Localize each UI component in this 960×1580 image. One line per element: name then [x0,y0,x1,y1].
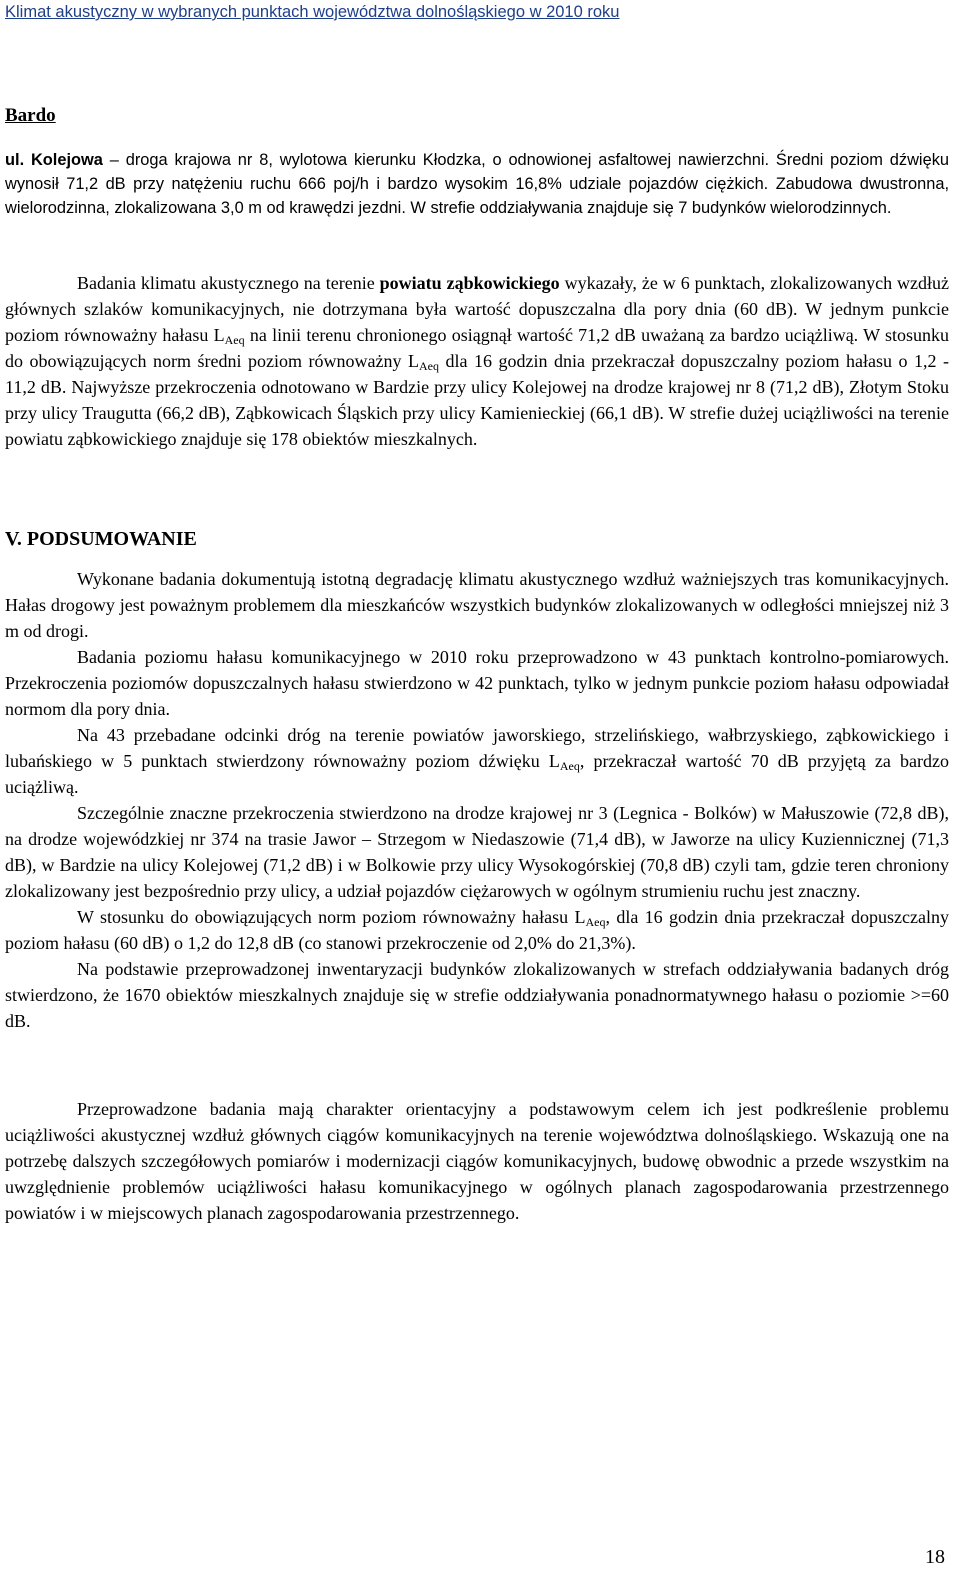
street-description: – droga krajowa nr 8, wylotowa kierunku Kłodzka, o odnowionej asfaltowej nawierzchni. Średni poziom dźwięku wynosił 71,2 dB przy natężeniu ruchu 666 poj/h i bardzo wysokim 16,8% udziale pojazdów ciężkich. Zabudowa dwustronna, wielorodzinna, zlokalizowana 3,0 m od krawędzi jezdni. W strefie oddziaływania znajduje się 7 budynków wielorodzinnych. [5,151,950,217]
street-name: ul. Kolejowa [5,151,103,169]
aeq-subscript: Aeq [559,759,580,773]
running-header: Klimat akustyczny w wybranych punktach województwa dolnośląskiego w 2010 roku [5,3,620,21]
county-name: powiatu ząbkowickiego [379,273,560,293]
summary-paragraph-2: Badania poziomu hałasu komunikacyjnego w 2010 roku przeprowadzono w 43 punktach kontrolno-pomiarowych. Przekroczenia poziomów dopuszczalnych hałasu stwierdzono w 42 punktach, tylko w jednym punkcie poziom hałasu odpowiadał normom dla pory dnia. [5,647,949,719]
aeq-subscript: Aeq [419,359,439,373]
street-entry [5,148,949,220]
aeq-subscript: Aeq [224,333,245,347]
conclusion [5,1096,949,1226]
conclusion-paragraph: Przeprowadzone badania mają charakter orientacyjny a podstawowym celem ich jest podkreślenie problemu uciążliwości akustycznej wzdłuż głównych ciągów komunikacyjnych na terenie województwa dolnośląskiego. Wskazują one na potrzebę dalszych szczegółowych pomiarów i modernizacji ciągów komunikacyjnych, budowę obwodnic a przede wszystkim na uwzględnienie problemów uciążliwości hałasu komunikacyjnego w ogólnych planach zagospodarowania przestrzennego powiatów i w miejscowych planach zagospodarowania przestrzennego. [5,1099,949,1223]
county-summary-paragraph: Badania klimatu akustycznego na terenie powiatu ząbkowickiego wykazały, że w 6 punktach, zlokalizowanych wzdłuż głównych szlaków komunikacyjnych, nie dotrzymana była wartość dopuszczalna dla pory dnia (60 dB). W jednym punkcie poziom równoważny hałasu $L_{Aeq}$ na linii terenu chronionego osiągnął wartość 71,2 dB uważaną za bardzo uciążliwą. W stosunku do obowiązujących norm średni poziom równoważny $L_{Aeq}$ dla 16 godzin dnia przekraczał dopuszczalny poziom hałasu o 1,2 - 11,2 dB. Najwyższe przekroczenia odnotowano w Bardzie przy ulicy Kolejowej na drodze krajowej nr 8 (71,2 dB), Złotym Stoku przy ulicy Traugutta (66,2 dB), Ząbkowicach Śląskich przy ulicy Kamienieckiej (66,1 dB). W strefie dużej uciążliwości na terenie powiatu ząbkowickiego znajduje się 178 obiektów mieszkalnych. [5,273,950,449]
section-title: V. PODSUMOWANIE [5,528,197,550]
summary-paragraph-6: Na podstawie przeprowadzonej inwentaryzacji budynków zlokalizowanych w strefach oddziaływania badanych dróg stwierdzono, że 1670 obiektów mieszkalnych znajduje się w strefie oddziaływania ponadnormatywnego hałasu o poziomie >=60 dB. [5,959,949,1031]
county-summary [5,270,949,452]
page-number: 18 [925,1546,945,1568]
summary-paragraph-1: Wykonane badania dokumentują istotną degradację klimatu akustycznego wzdłuż ważniejszych tras komunikacyjnych. Hałas drogowy jest poważnym problemem dla mieszkańców wszystkich budynków zlokalizowanych w odległości mniejszej niż 3 m od drogi. [5,569,949,641]
town-heading: Bardo [5,105,56,126]
summary-paragraph-5: W stosunku do obowiązujących norm poziom równoważny hałasu $L_{Aeq}$, dla 16 godzin dnia przekraczał dopuszczalny poziom hałasu (60 dB) o 1,2 do 12,8 dB (co stanowi przekroczenie od 2,0% do 21,3%). [5,907,950,953]
summary-paragraph-3: Na 43 przebadane odcinki dróg na terenie powiatów jaworskiego, strzelińskiego, wałbrzyskiego, ząbkowickiego i lubańskiego w 5 punktach stwierdzony równoważny poziom dźwięku $L_{Aeq}$, przekraczał wartość 70 dB przyjętą za bardzo uciążliwą. [5,725,949,797]
summary-paragraph-4: Szczególnie znaczne przekroczenia stwierdzono na drodze krajowej nr 3 (Legnica - Bolków) w Małuszowie (72,8 dB), na drodze wojewódzkiej nr 374 na trasie Jawor – Strzegom w Niedaszowie (71,4 dB), w Jaworze na ulicy Kuziennicznej (71,3 dB), w Bardzie na ulicy Kolejowej (71,2 dB) i w Bolkowie przy ulicy Wysokogórskiej (70,8 dB) czyli tam, gdzie teren chroniony zlokalizowany jest bezpośrednio przy ulicy, a udział pojazdów ciężarowych w ogólnym strumieniu ruchu jest znaczny. [5,803,949,901]
summary-body [5,566,949,1034]
aeq-subscript: Aeq [585,915,606,929]
